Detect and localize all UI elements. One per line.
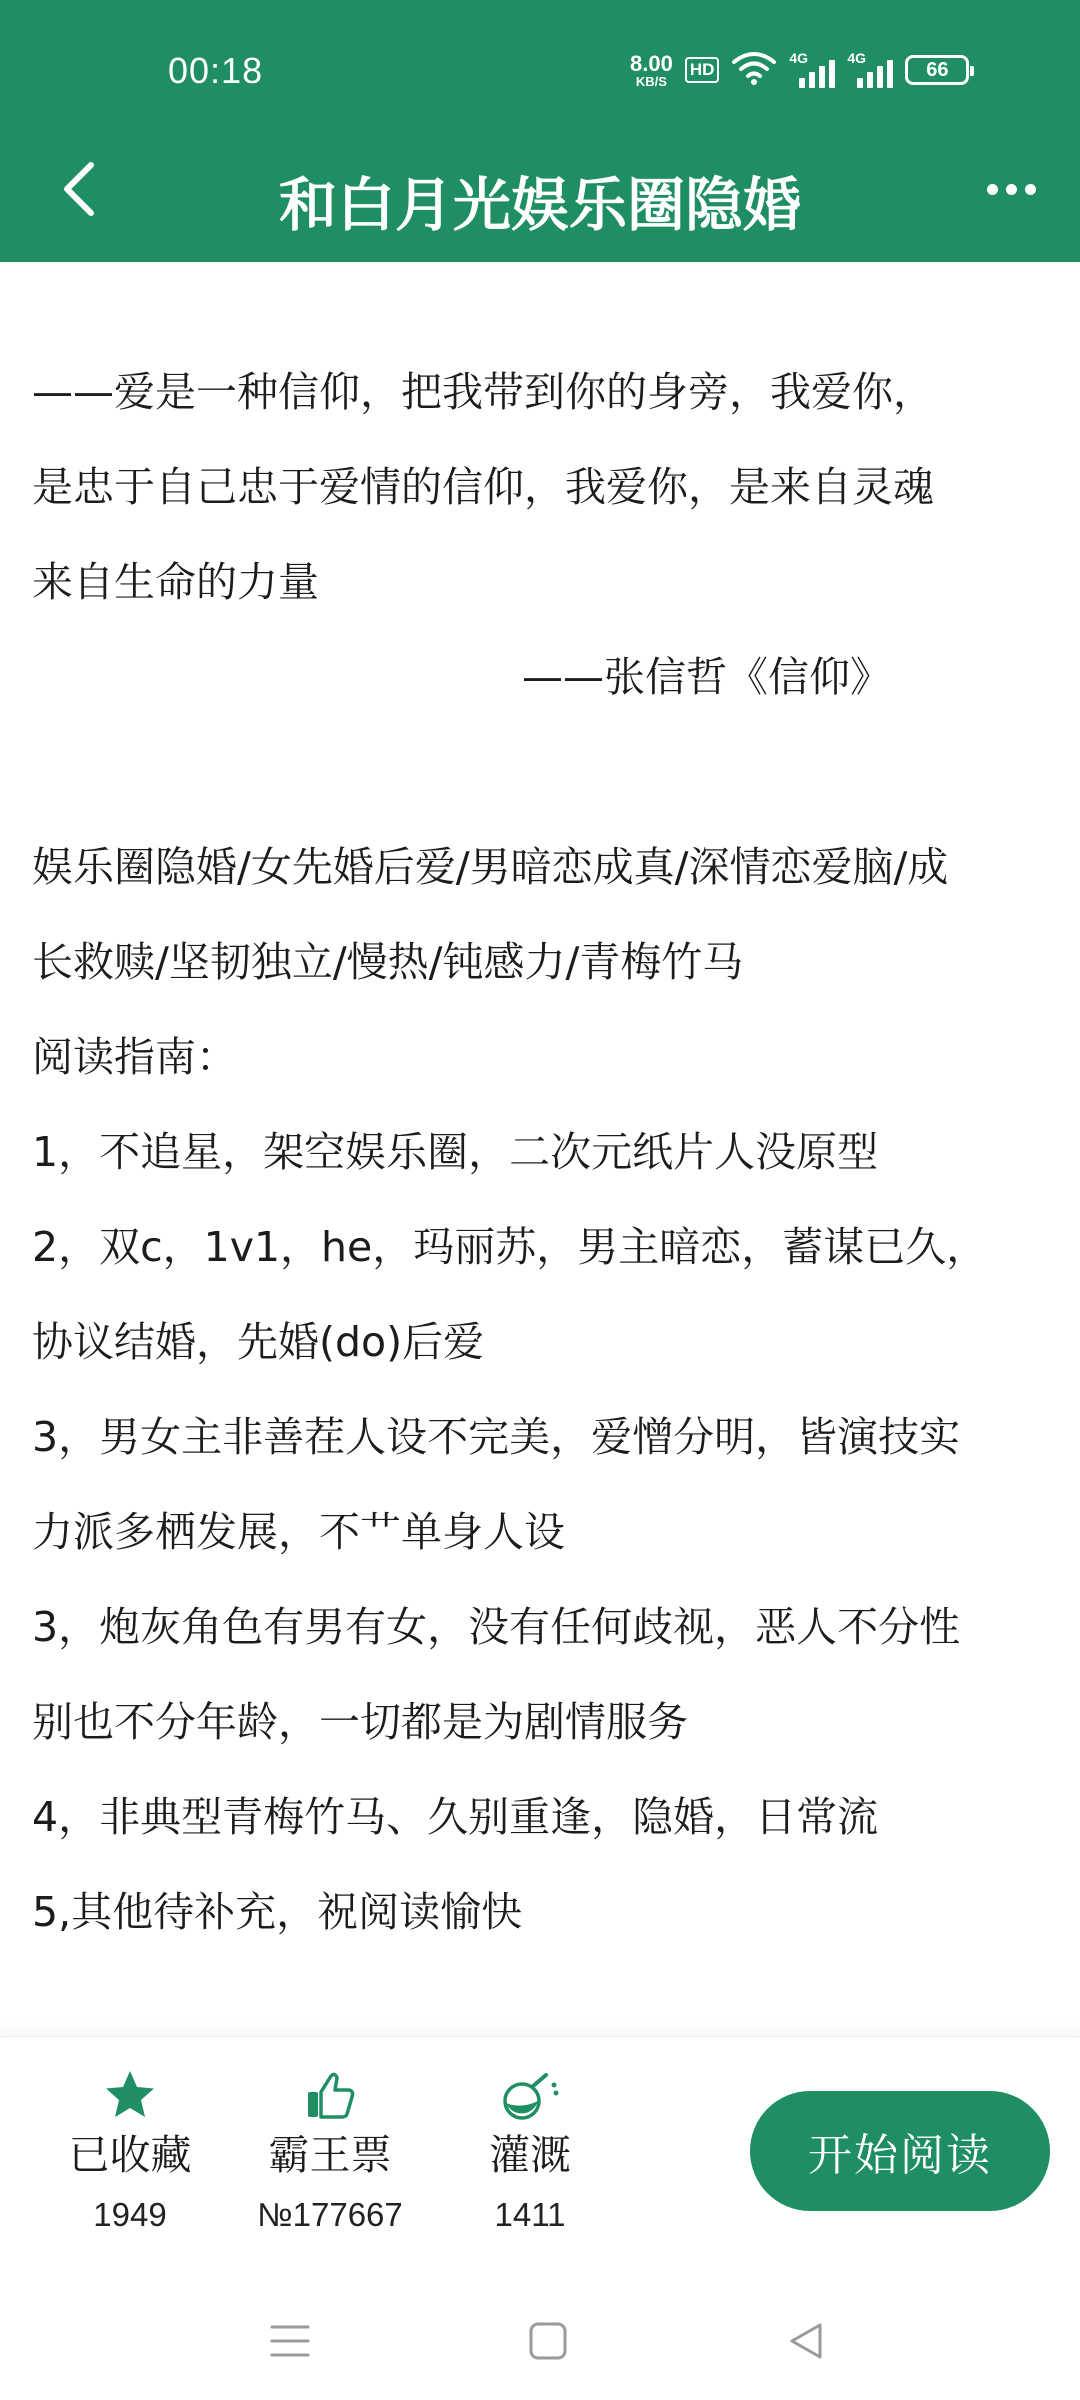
vote-button[interactable] [230,2067,430,2235]
menu-key[interactable] [260,2316,320,2366]
quote-author: ——张信哲《信仰》 [522,653,891,701]
guide-item: 2，双c，1v1，he，玛丽苏，男主暗恋，蓄谋已久， [32,1223,988,1271]
home-square-icon [528,2321,568,2361]
more-icon-dot [1006,184,1017,195]
status-time: 00:18 [168,50,264,91]
system-navigation-bar [0,2286,1080,2400]
guide-item: 3，炮灰角色有男有女，没有任何歧视，恶人不分性 [32,1603,961,1651]
bottom-action-bar [0,2036,1080,2286]
thumbs-up-icon [305,2070,355,2120]
menu-icon [270,2321,310,2361]
water-button[interactable] [430,2067,630,2235]
guide-heading: 阅读指南： [32,1033,237,1081]
net-speed [630,50,673,89]
text-line: 是忠于自己忠于爱情的信仰，我爱你，是来自灵魂 [32,463,934,511]
guide-item: 4，非典型青梅竹马、久别重逢，隐婚，日常流 [32,1793,879,1841]
tags-line: 长救赎/坚韧独立/慢热/钝感力/青梅竹马 [32,938,744,986]
signal-icon [789,52,835,88]
more-button[interactable] [966,154,1056,224]
signal-label: 4G [847,50,867,66]
favorite-label: 已收藏 [68,2131,192,2179]
guide-item: 3，男女主非善茬人设不完美，爱憎分明，皆演技实 [32,1413,961,1461]
book-description [32,345,1052,1960]
blank-line [32,725,1052,820]
net-speed-value: 8.00 [630,50,673,76]
more-icon-dot [1025,184,1036,195]
text-line: 来自生命的力量 [32,558,319,606]
favorite-button[interactable] [30,2067,230,2235]
star-icon [103,2069,157,2121]
vote-count: №177667 [257,2196,403,2233]
net-speed-unit: KB/S [635,73,667,89]
signal-icon [847,52,893,88]
status-bar [0,0,1080,140]
guide-item: 力派多栖发展，不艹单身人设 [32,1508,565,1556]
back-key[interactable] [776,2316,836,2366]
page-title: 和白月光娱乐圈隐婚 [278,171,801,239]
guide-item: 5,其他待补充，祝阅读愉快 [32,1888,523,1936]
water-count: 1411 [494,2196,566,2233]
status-icons [630,48,969,92]
home-key[interactable] [518,2316,578,2366]
guide-item: 协议结婚，先婚(do)后爱 [32,1318,485,1366]
watering-flask-icon [500,2069,560,2121]
favorite-count: 1949 [93,2196,167,2233]
wifi-icon [731,50,777,90]
more-icon [987,184,998,195]
back-triangle-icon [786,2321,826,2361]
tags-line: 娱乐圈隐婚/女先婚后爱/男暗恋成真/深情恋爱脑/成 [32,843,949,891]
signal-label: 4G [789,50,809,66]
water-label: 灌溉 [489,2131,571,2179]
hd-badge: HD [685,57,720,83]
top-app-bar [0,0,1080,262]
vote-label: 霸王票 [268,2131,392,2179]
guide-item: 别也不分年龄，一切都是为剧情服务 [32,1698,688,1746]
start-reading-button[interactable]: 开始阅读 [750,2091,1050,2211]
navigation-bar [0,140,1080,262]
text-line: ——爱是一种信仰，把我带到你的身旁，我爱你， [32,368,934,416]
battery-icon: 66 [905,55,969,85]
guide-item: 1，不追星，架空娱乐圈，二次元纸片人没原型 [32,1128,879,1176]
